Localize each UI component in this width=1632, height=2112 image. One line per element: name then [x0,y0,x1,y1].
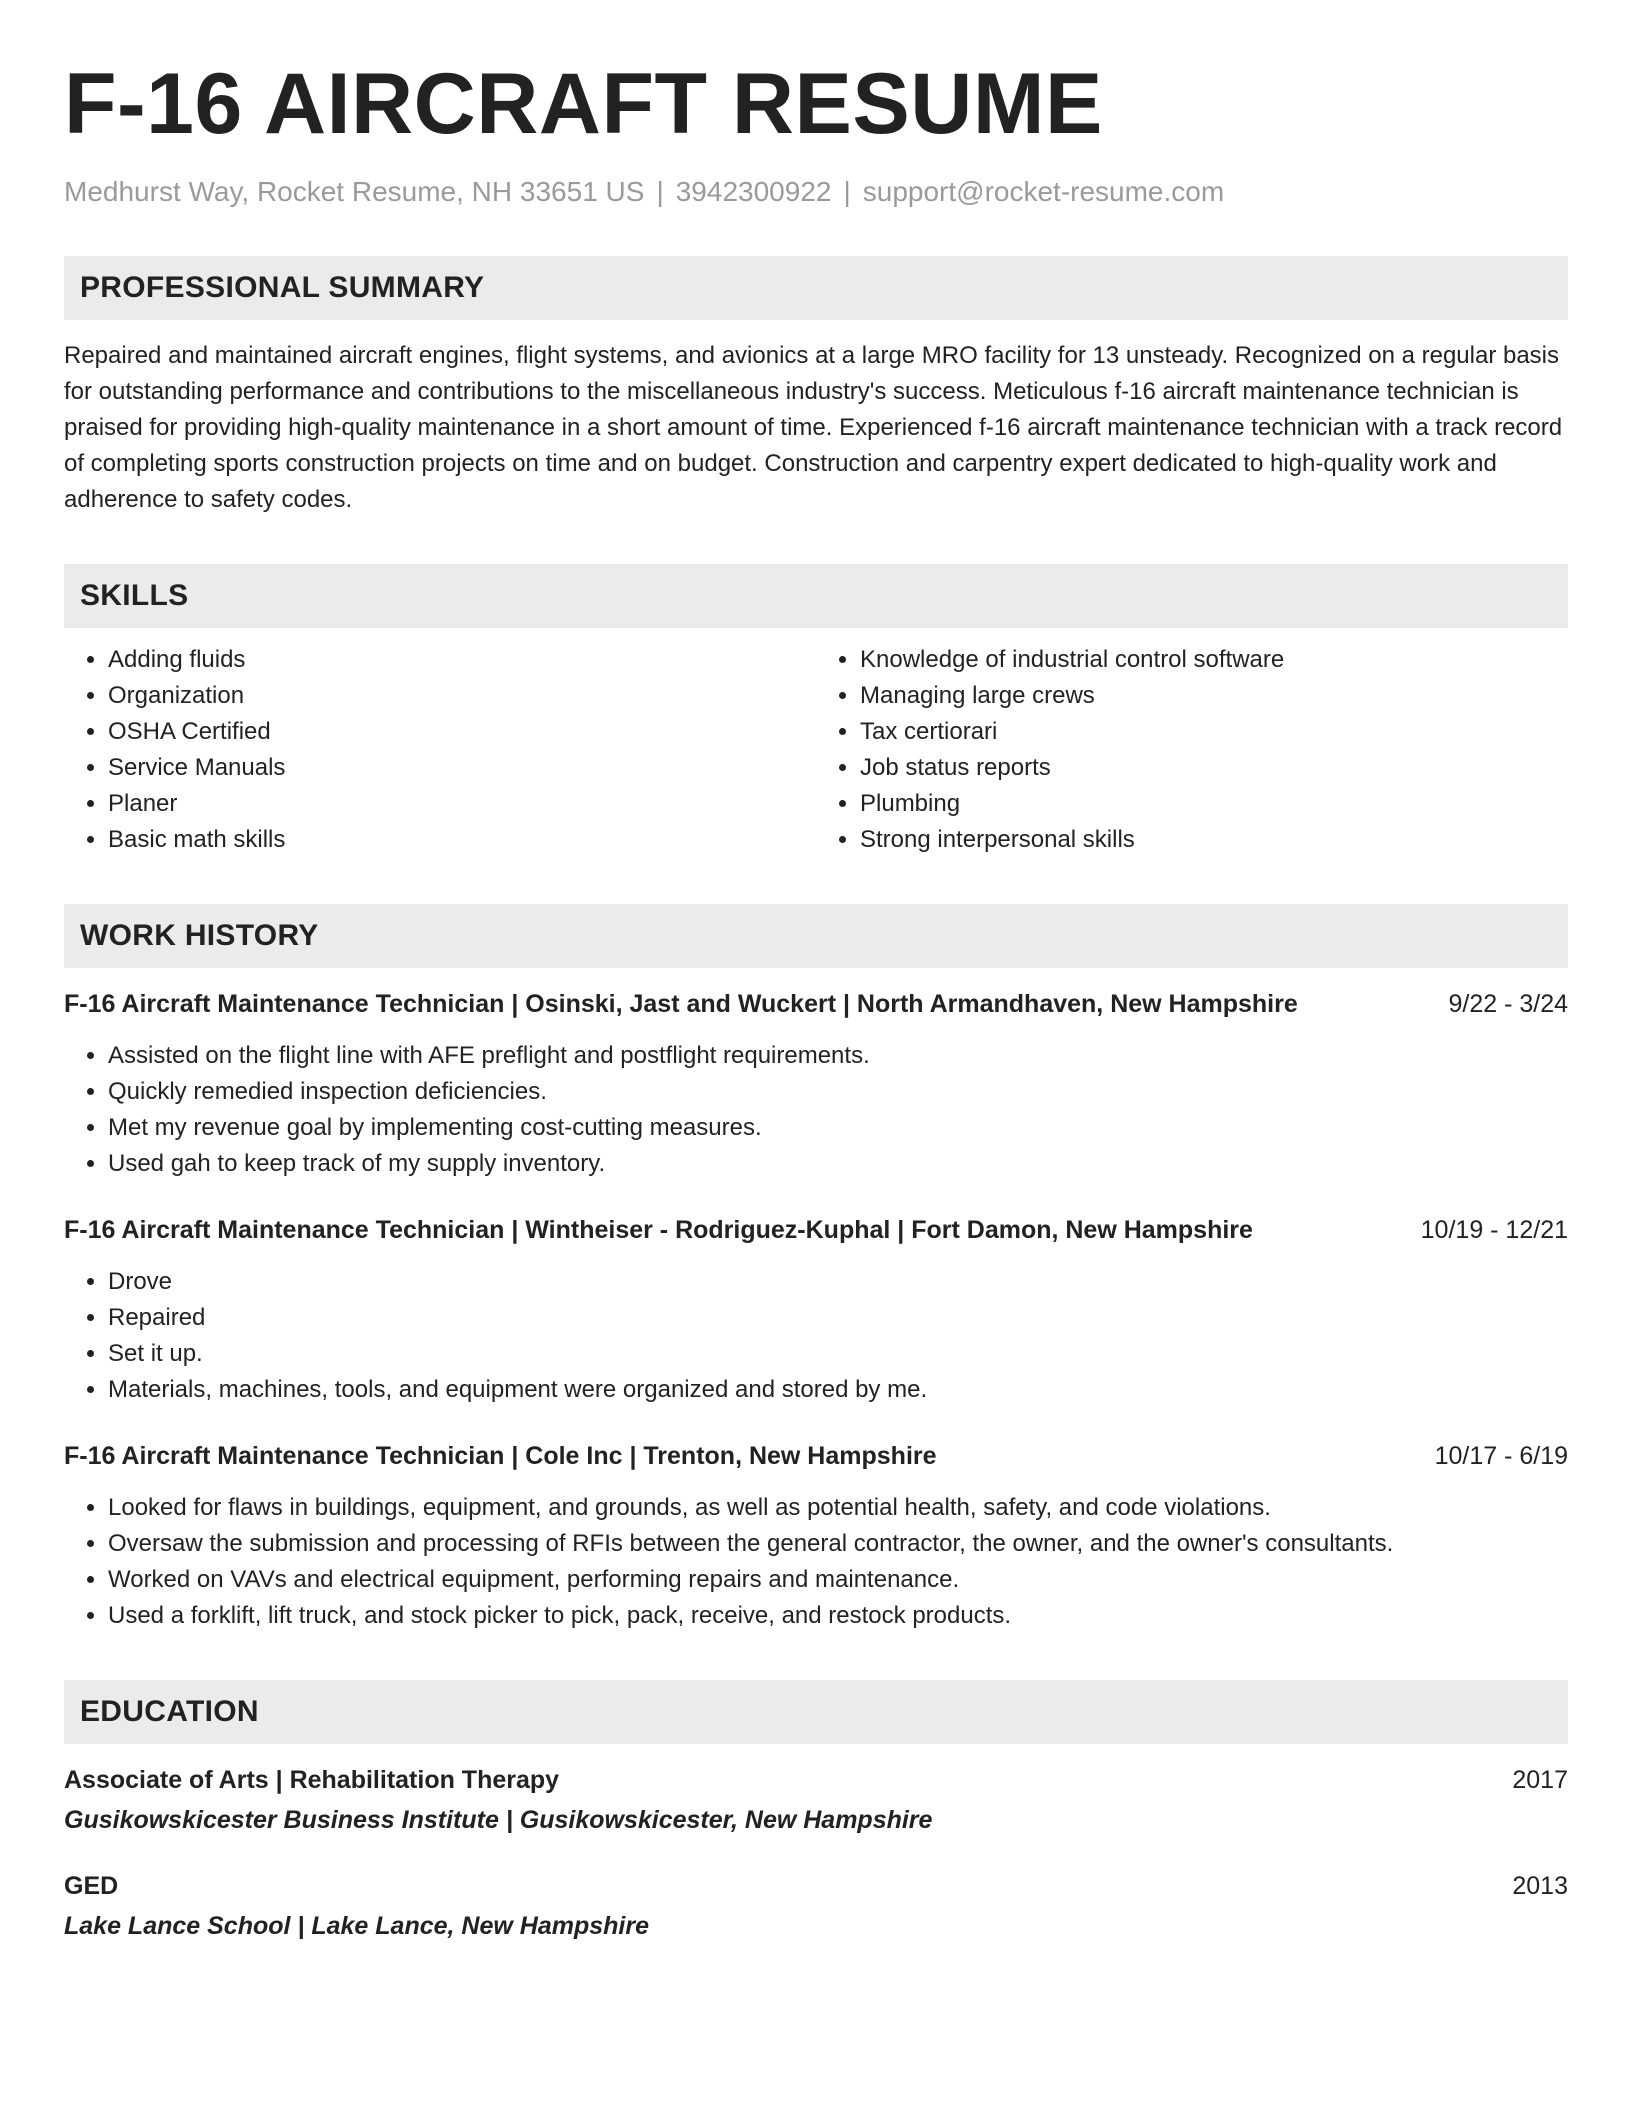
job-duties [64,1490,1568,1634]
degree-title: GED [64,1872,119,1900]
contact-phone: 3942300922 [675,176,832,207]
job-title: F-16 Aircraft Maintenance Technician | Osinski, Jast and Wuckert | North Armandhaven, New Hampshire [64,990,1298,1018]
contact-line [64,174,1568,210]
summary-heading: PROFESSIONAL SUMMARY [80,271,485,304]
job-title: F-16 Aircraft Maintenance Technician | Cole Inc | Trenton, New Hampshire [64,1442,937,1470]
duty-item: • Met my revenue goal by implementing cost-cutting measures. [108,1110,1568,1146]
job-header [64,1212,1568,1248]
skill-item: • Tax certiorari [860,714,1568,750]
job-entry [64,1438,1568,1634]
duty-item: • Set it up. [108,1336,1568,1372]
duty-item: • Used a forklift, lift truck, and stock picker to pick, pack, receive, and restock products. [108,1598,1568,1634]
skill-item: • Job status reports [860,750,1568,786]
skills-list-right [816,642,1568,858]
education-header [64,1868,1568,1904]
skill-item: • Knowledge of industrial control software [860,642,1568,678]
education-entry [64,1762,1568,1838]
work-section-header [64,904,1568,968]
contact-email: support@rocket-resume.com [862,176,1225,207]
duty-item: • Looked for flaws in buildings, equipment, and grounds, as well as potential health, safety, and code violations. [108,1490,1568,1526]
duty-item: • Drove [108,1264,1568,1300]
skills-columns [64,642,1568,858]
job-dates: 10/19 - 12/21 [1420,1216,1568,1244]
skill-item: • OSHA Certified [108,714,816,750]
duty-item: • Quickly remedied inspection deficiencies. [108,1074,1568,1110]
skill-item: • Managing large crews [860,678,1568,714]
skill-item: • Basic math skills [108,822,816,858]
education-entry [64,1868,1568,1944]
skill-item: • Adding fluids [108,642,816,678]
skill-item: • Plumbing [860,786,1568,822]
graduation-year: 2017 [1512,1766,1568,1794]
duty-item: • Assisted on the flight line with AFE preflight and postflight requirements. [108,1038,1568,1074]
contact-separator: | [656,176,664,207]
job-duties [64,1038,1568,1182]
duty-item: • Materials, machines, tools, and equipment were organized and stored by me. [108,1372,1568,1408]
education-heading: EDUCATION [80,1695,259,1728]
job-title: F-16 Aircraft Maintenance Technician | Wintheiser - Rodriguez-Kuphal | Fort Damon, New Hampshire [64,1216,1253,1244]
school-name: Lake Lance School | Lake Lance, New Hampshire [64,1912,649,1940]
education-header [64,1762,1568,1798]
summary-text: Repaired and maintained aircraft engines, flight systems, and avionics at a large MRO facility for 13 unsteady. Recognized on a regular basis for outstanding performance and contributions to the miscellaneous industry's success. Meticulous f-16 aircraft maintenance technician is praised for providing high-quality maintenance in a short amount of time. Experienced f-16 aircraft maintenance technician with a track record of completing sports construction projects on time and on budget. Construction and carpentry expert dedicated to high-quality work and adherence to safety codes. [64,342,1563,513]
graduation-year: 2013 [1512,1872,1568,1900]
skill-item: • Organization [108,678,816,714]
job-dates: 9/22 - 3/24 [1448,990,1568,1018]
summary-section-header [64,256,1568,320]
job-header [64,1438,1568,1474]
school-name: Gusikowskicester Business Institute | Gusikowskicester, New Hampshire [64,1806,933,1834]
job-entry [64,986,1568,1182]
skill-item: • Planer [108,786,816,822]
skills-list-left [64,642,816,858]
duty-item: • Repaired [108,1300,1568,1336]
contact-separator: | [843,176,851,207]
job-entry [64,1212,1568,1408]
resume-title: F-16 AIRCRAFT RESUME [64,56,1103,152]
job-duties [64,1264,1568,1408]
degree-title: Associate of Arts | Rehabilitation Therapy [64,1766,560,1794]
education-section-header [64,1680,1568,1744]
skills-section-header [64,564,1568,628]
contact-address: Medhurst Way, Rocket Resume, NH 33651 US [64,176,645,207]
work-heading: WORK HISTORY [80,919,319,952]
duty-item: • Worked on VAVs and electrical equipment, performing repairs and maintenance. [108,1562,1568,1598]
job-dates: 10/17 - 6/19 [1434,1442,1568,1470]
skills-heading: SKILLS [80,579,189,612]
duty-item: • Used gah to keep track of my supply inventory. [108,1146,1568,1182]
skill-item: • Strong interpersonal skills [860,822,1568,858]
duty-item: • Oversaw the submission and processing of RFIs between the general contractor, the owner, and the owner's consultants. [108,1526,1568,1562]
job-header [64,986,1568,1022]
skill-item: • Service Manuals [108,750,816,786]
